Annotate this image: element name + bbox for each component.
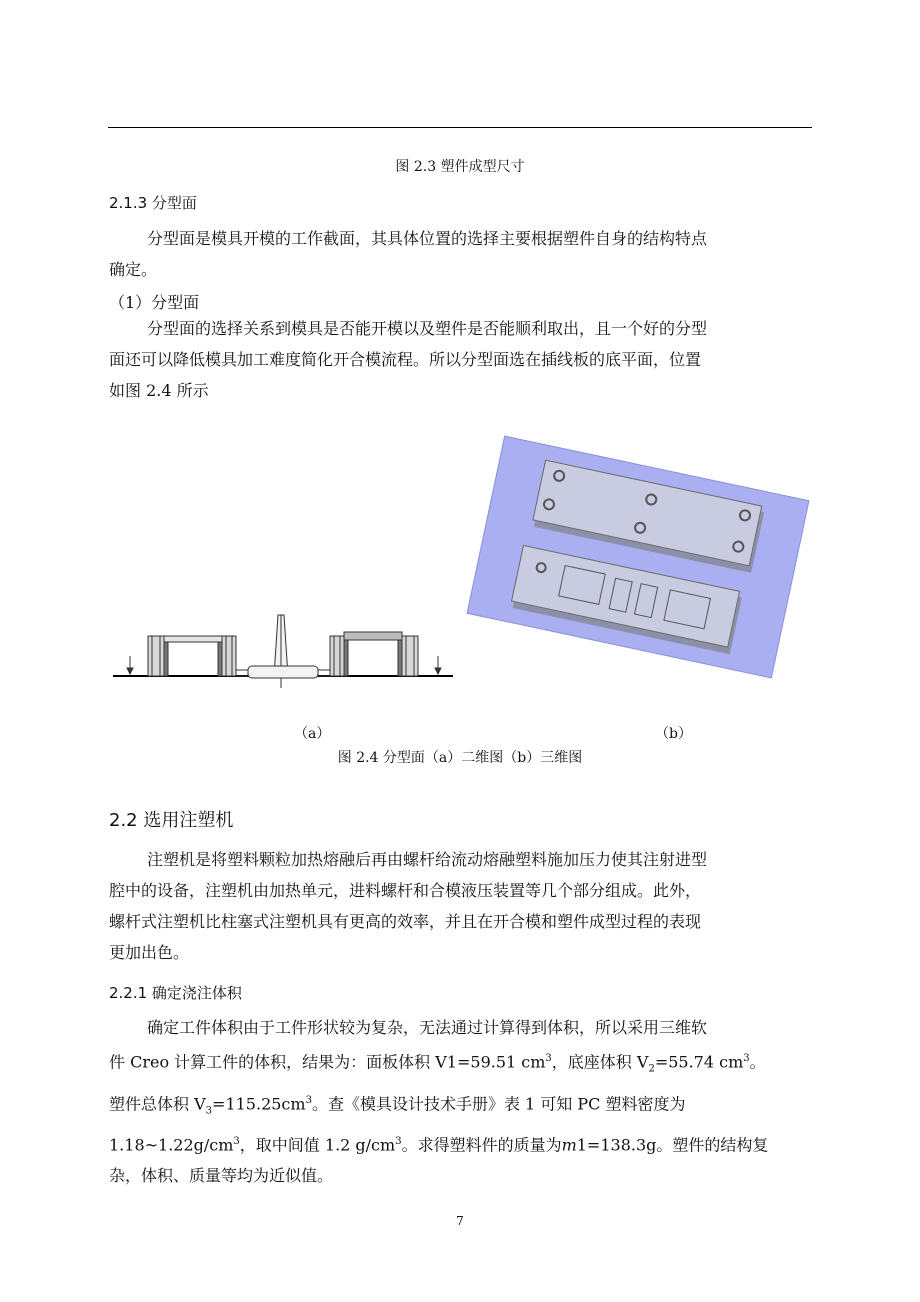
boss-hole-icon bbox=[738, 508, 752, 522]
socket-opening bbox=[634, 583, 658, 618]
socket-opening bbox=[558, 565, 606, 605]
boss-hole-icon bbox=[644, 492, 658, 506]
section-2-2-paragraph bbox=[109, 844, 809, 968]
section-2-1-3-paragraph-1 bbox=[109, 223, 809, 285]
text-line: 螺杆式注塑机比柱塞式注塑机具有更高的效率，并且在开合模和塑件成型过程的表现 bbox=[109, 912, 702, 931]
figure-2-3-caption: 图 2.3 塑件成型尺寸 bbox=[395, 159, 525, 175]
boss-hole-icon bbox=[633, 521, 647, 535]
text-line: 分型面的选择关系到模具是否能开模以及塑件是否能顺利取出，且一个好的分型 bbox=[147, 319, 708, 338]
text-line: 件 Creo 计算工件的体积，结果为：面板体积 V1=59.51 $cm^3$，底座体积 $V_2=55.74$ $cm^3$。 bbox=[109, 1052, 766, 1075]
figure-2-4a-drawing bbox=[108, 610, 458, 700]
text-line: 分型面是模具开模的工作截面，其具体位置的选择主要根据塑件自身的结构特点 bbox=[147, 229, 708, 248]
text-line: 面还可以降低模具加工难度简化开合模流程。所以分型面选在插线板的底平面，位置 bbox=[109, 350, 702, 369]
section-2-1-3-heading: 2.1.3 分型面 bbox=[109, 194, 197, 212]
socket-opening bbox=[609, 578, 633, 613]
figure-label-a: （a） bbox=[294, 726, 331, 742]
text-line: 塑件总体积 $V_3=115.25cm^3$。查《模具设计技术手册》表 1 可知 PC 塑料密度为 bbox=[109, 1093, 686, 1117]
boss-hole-icon bbox=[552, 469, 566, 483]
base-part bbox=[511, 545, 740, 648]
text-line: 更加出色。 bbox=[109, 943, 190, 962]
text-line: 腔中的设备，注塑机由加热单元，进料螺杆和合模液压装置等几个部分组成。此外， bbox=[109, 881, 702, 900]
section-2-2-1-heading: 2.2.1 确定浇注体积 bbox=[109, 984, 242, 1002]
section-2-2-1-paragraph bbox=[109, 1012, 809, 1191]
text-line: 杂，体积、质量等均为近似值。 bbox=[109, 1166, 334, 1186]
page-number: 7 bbox=[456, 1214, 464, 1228]
socket-opening bbox=[663, 589, 711, 629]
boss-hole-icon bbox=[731, 540, 745, 554]
boss-hole-icon bbox=[542, 497, 556, 511]
section-2-1-3-paragraph-2 bbox=[109, 313, 809, 406]
boss-hole-icon bbox=[535, 561, 548, 574]
text-line: 如图 2.4 所示 bbox=[109, 381, 209, 400]
text-line: 确定工件体积由于工件形状较为复杂，无法通过计算得到体积，所以采用三维软 bbox=[147, 1018, 708, 1037]
figure-2-4b-parting-plate bbox=[466, 436, 809, 679]
subheading-partition: （1）分型面 bbox=[109, 293, 200, 312]
section-2-2-heading: 2.2 选用注塑机 bbox=[109, 810, 234, 831]
figure-2-4-caption: 图 2.4 分型面（a）二维图（b）三维图 bbox=[337, 750, 583, 766]
text-line: $1.18\sim 1.22g/cm^3$，取中间值 1.2 $g/cm^3$。求得塑料件的质量为m1=138.3g。塑件的结构复 bbox=[109, 1135, 769, 1155]
text-line: 确定。 bbox=[109, 260, 158, 279]
panel-part bbox=[532, 460, 762, 567]
figure-label-b: （b） bbox=[655, 726, 692, 742]
header-rule bbox=[108, 127, 812, 128]
text-line: 注塑机是将塑料颗粒加热熔融后再由螺杆给流动熔融塑料施加压力使其注射进型 bbox=[147, 850, 708, 869]
